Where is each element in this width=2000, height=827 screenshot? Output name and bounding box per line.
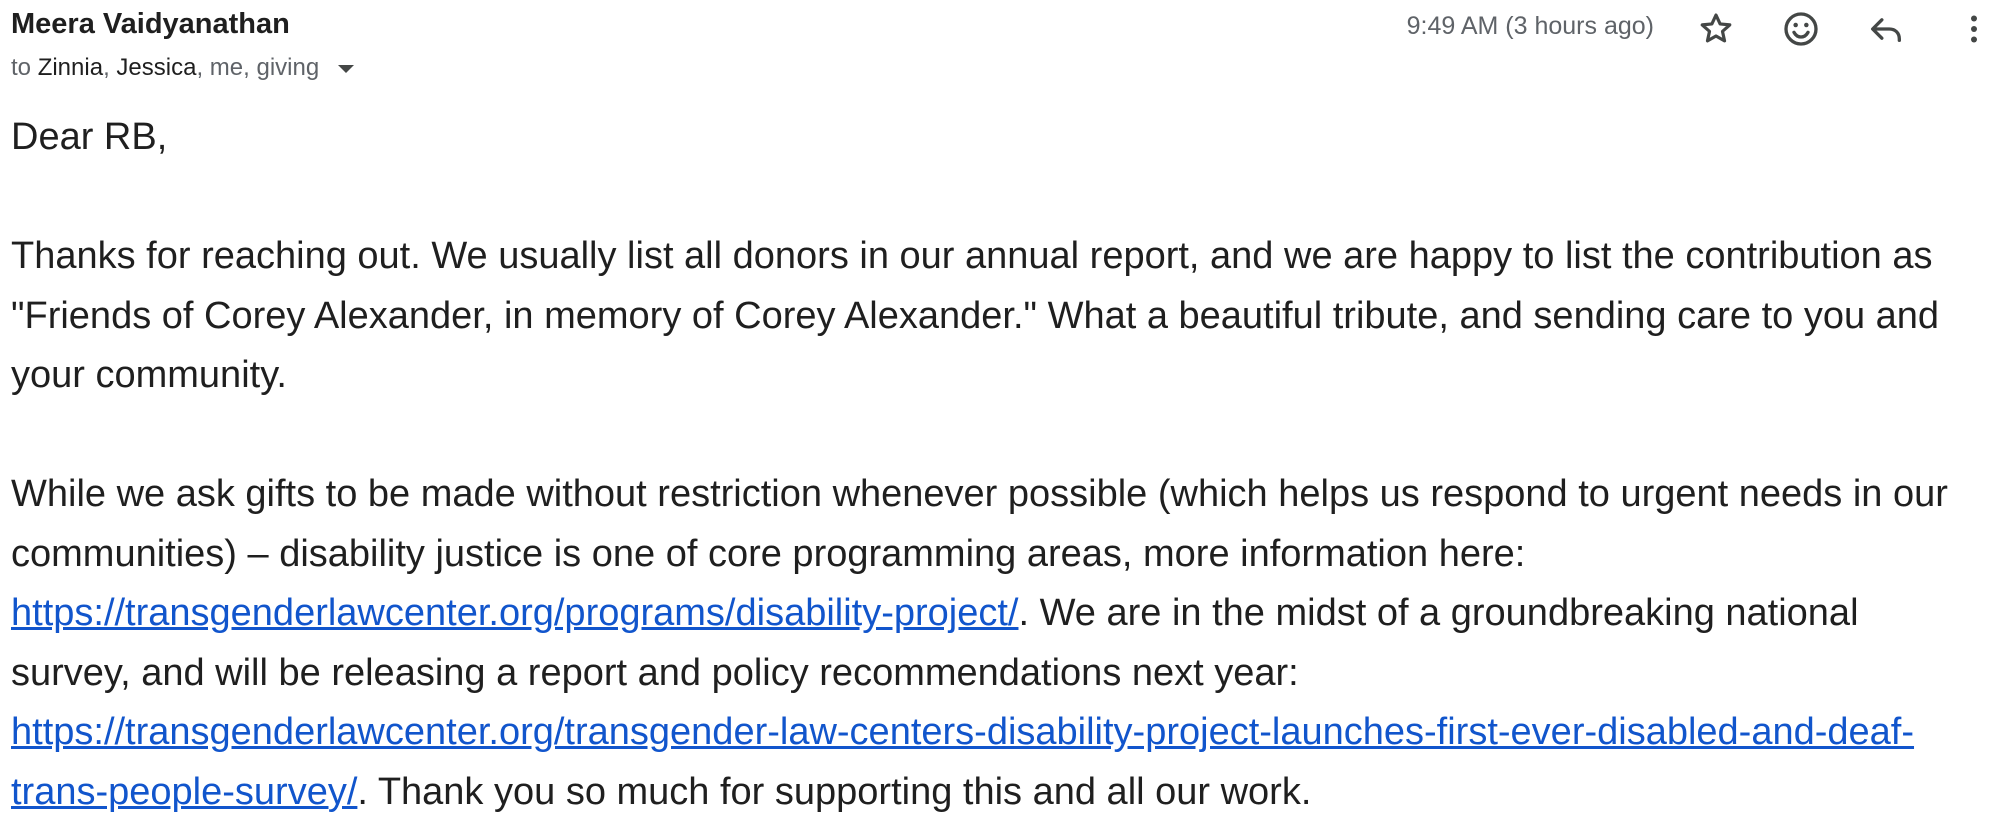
paragraph-2-text-3: . Thank you so much for supporting this and all our work.: [357, 770, 1312, 813]
paragraph-2-text-1: While we ask gifts to be made without restriction whenever possible (which helps us respond to urgent needs in our communities) – disability justice is one of core programming areas, more information here:: [11, 473, 1948, 575]
recipient-me[interactable]: me: [209, 54, 244, 81]
recipients-line[interactable]: to Zinnia, Jessica, me, giving: [11, 54, 354, 82]
survey-link[interactable]: https://transgenderlawcenter.org/transgender-law-centers-disability-project-launches-first-ever-disabled-and-deaf-trans-people-survey/: [11, 711, 1915, 813]
to-prefix: to: [11, 54, 32, 81]
message-timestamp: 9:49 AM (3 hours ago): [1406, 12, 1654, 40]
message-body: [11, 108, 1986, 822]
recipient-zinnia[interactable]: Zinnia: [37, 54, 104, 81]
star-button[interactable]: [1692, 5, 1740, 53]
show-details-chevron-icon[interactable]: [338, 65, 354, 73]
recipient-jessica[interactable]: Jessica: [116, 54, 197, 81]
paragraph-2-text-2: . We are in the midst of a groundbreaking national survey, and will be releasing a report and policy recommendations next year:: [11, 592, 1859, 694]
reply-arrow-icon: [1866, 9, 1906, 49]
reply-button[interactable]: [1862, 5, 1910, 53]
body-paragraph-2: [11, 465, 1986, 822]
add-reaction-button[interactable]: [1777, 5, 1825, 53]
sender-name[interactable]: Meera Vaidyanathan: [11, 8, 290, 40]
vertical-dots-icon: [1956, 9, 1992, 49]
smiley-face-icon: [1781, 9, 1821, 49]
message-header: [0, 0, 2000, 102]
recipient-giving[interactable]: giving: [256, 54, 320, 81]
star-icon: [1697, 10, 1735, 48]
body-paragraph-1: Thanks for reaching out. We usually list all donors in our annual report, and we are happy to list the contribution as "Friends of Corey Alexander, in memory of Corey Alexander." What a beautiful tribute, and sending care to you and your community.: [11, 235, 1940, 396]
greeting: Dear RB,: [11, 116, 168, 158]
more-options-button[interactable]: [1950, 5, 1998, 53]
disability-project-link[interactable]: https://transgenderlawcenter.org/programs/disability-project/: [11, 592, 1019, 634]
